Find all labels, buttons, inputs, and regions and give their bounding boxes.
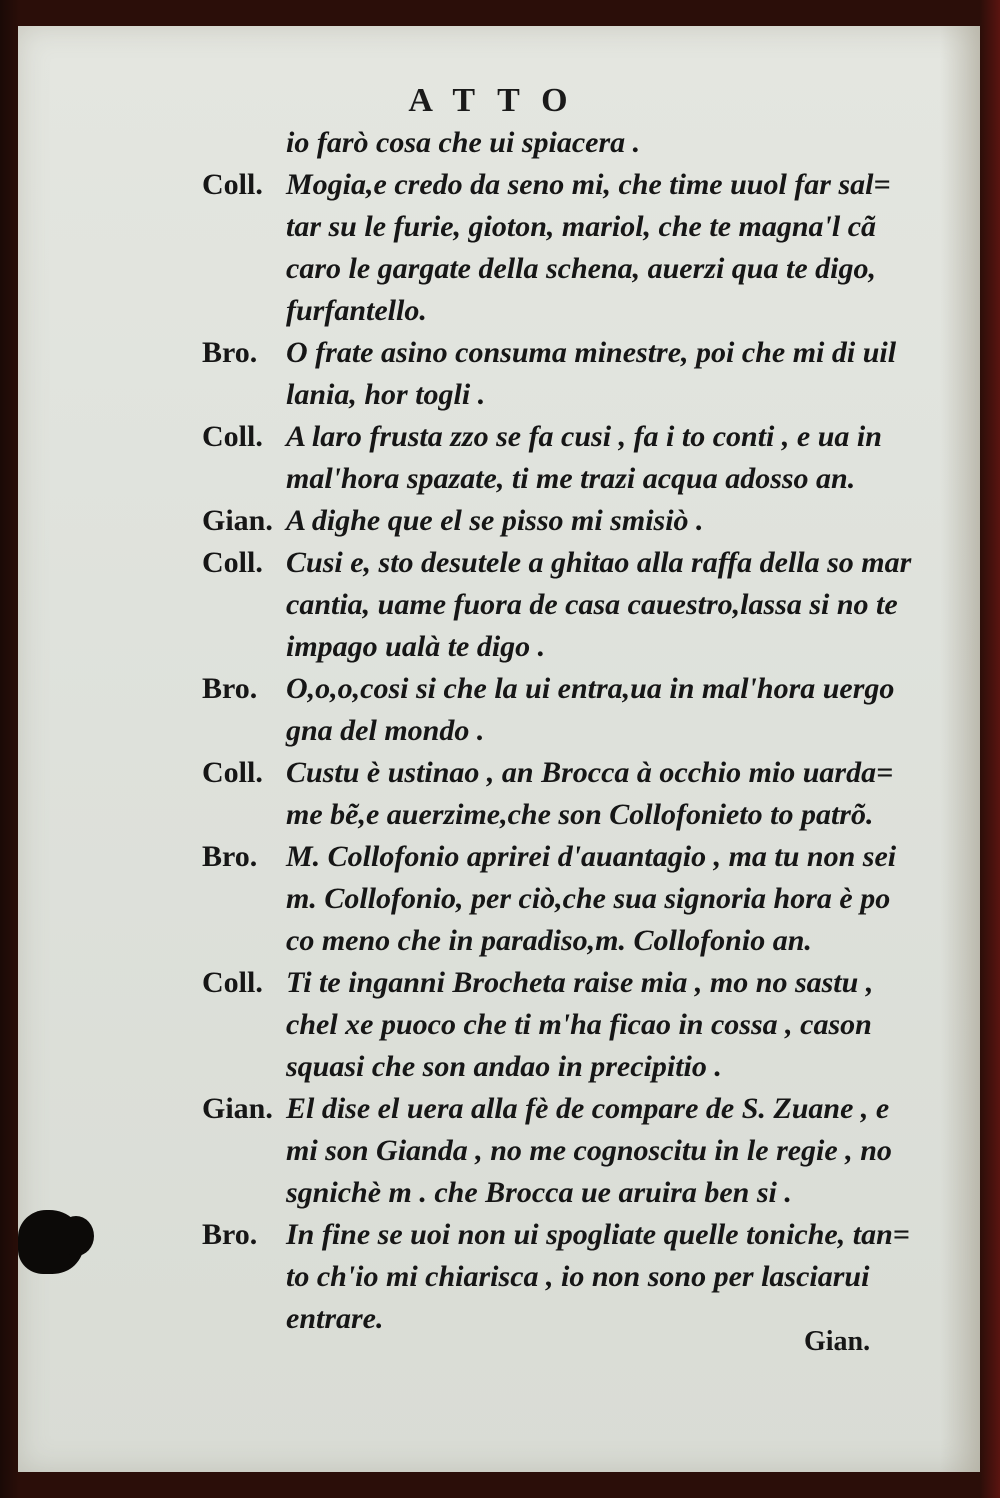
speaker-label: Gian. <box>202 1092 273 1125</box>
text-line <box>18 252 980 294</box>
line-text: io farò cosa che ui spiacera . <box>286 126 641 159</box>
line-text: m. Collofonio, per ciò,che sua signoria hora è po <box>286 882 891 915</box>
text-line <box>18 210 980 252</box>
play-text <box>18 126 980 1344</box>
text-line <box>18 462 980 504</box>
text-line <box>18 126 980 168</box>
text-line <box>18 1176 980 1218</box>
text-line <box>18 294 980 336</box>
text-line <box>18 714 980 756</box>
text-line <box>18 1092 980 1134</box>
text-line <box>18 1050 980 1092</box>
line-text: O,o,o,cosi si che la ui entra,ua in mal'hora uergo <box>286 672 895 705</box>
text-line <box>18 1260 980 1302</box>
line-text: Custu è ustinao , an Brocca à occhio mio uarda= <box>286 756 894 789</box>
line-text: mi son Gianda , no me cognoscitu in le regie , no <box>286 1134 892 1167</box>
speaker-label: Coll. <box>202 966 263 999</box>
speaker-label: Coll. <box>202 168 263 201</box>
speaker-label: Coll. <box>202 756 263 789</box>
line-text: impago ualà te digo . <box>286 630 546 663</box>
text-line <box>18 756 980 798</box>
speaker-label: Gian. <box>202 504 273 537</box>
text-line <box>18 840 980 882</box>
line-text: entrare. <box>286 1302 384 1335</box>
text-line <box>18 672 980 714</box>
line-text: sgnichè m . che Brocca ue aruira ben si . <box>286 1176 792 1209</box>
speaker-label: Bro. <box>202 672 258 705</box>
line-text: furfantello. <box>286 294 427 327</box>
text-line <box>18 882 980 924</box>
text-line <box>18 924 980 966</box>
line-text: A laro frusta zzo se fa cusi , fa i to conti , e ua in <box>286 420 882 453</box>
line-text: Mogia,e credo da seno mi, che time uuol far sal= <box>286 168 891 201</box>
speaker-label: Coll. <box>202 546 263 579</box>
page-header: ATTO <box>408 82 590 119</box>
text-line <box>18 588 980 630</box>
line-text: me bẽ,e auerzime,che son Collofonieto to patrõ. <box>286 798 874 831</box>
text-line <box>18 420 980 462</box>
speaker-label: Bro. <box>202 1218 258 1251</box>
book-page <box>18 26 980 1472</box>
line-text: chel xe puoco che ti m'ha ficao in cossa , cason <box>286 1008 872 1041</box>
line-text: In fine se uoi non ui spogliate quelle toniche, tan= <box>286 1218 910 1251</box>
text-line <box>18 630 980 672</box>
line-text: tar su le furie, gioton, mariol, che te magna'l cã <box>286 210 877 243</box>
line-text: gna del mondo . <box>286 714 485 747</box>
line-text: M. Collofonio aprirei d'auantagio , ma tu non sei <box>286 840 897 873</box>
line-text: Cusi e, sto desutele a ghitao alla raffa della so mar <box>286 546 912 579</box>
text-line <box>18 378 980 420</box>
line-text: caro le gargate della schena, auerzi qua te digo, <box>286 252 876 285</box>
text-line <box>18 546 980 588</box>
line-text: mal'hora spazate, ti me trazi acqua adosso an. <box>286 462 856 495</box>
text-line <box>18 966 980 1008</box>
line-text: lania, hor togli . <box>286 378 486 411</box>
line-text: O frate asino consuma minestre, poi che mi di uil <box>286 336 897 369</box>
line-text: co meno che in paradiso,m. Collofonio an. <box>286 924 812 957</box>
speaker-label: Bro. <box>202 336 258 369</box>
text-line <box>18 1008 980 1050</box>
line-text: squasi che son andao in precipitio . <box>286 1050 722 1083</box>
catchword: Gian. <box>804 1326 871 1357</box>
line-text: cantia, uame fuora de casa cauestro,lassa si no te <box>286 588 898 621</box>
speaker-label: Coll. <box>202 420 263 453</box>
text-line <box>18 336 980 378</box>
text-line <box>18 798 980 840</box>
speaker-label: Bro. <box>202 840 258 873</box>
text-line <box>18 168 980 210</box>
text-line <box>18 1134 980 1176</box>
line-text: Ti te inganni Brocheta raise mia , mo no sastu , <box>286 966 874 999</box>
line-text: A dighe que el se pisso mi smisiò . <box>286 504 704 537</box>
line-text: to ch'io mi chiarisca , io non sono per lasciarui <box>286 1260 870 1293</box>
text-line <box>18 1218 980 1260</box>
text-line <box>18 504 980 546</box>
ink-blot-2 <box>58 1216 94 1256</box>
line-text: El dise el uera alla fè de compare de S. Zuane , e <box>286 1092 890 1125</box>
